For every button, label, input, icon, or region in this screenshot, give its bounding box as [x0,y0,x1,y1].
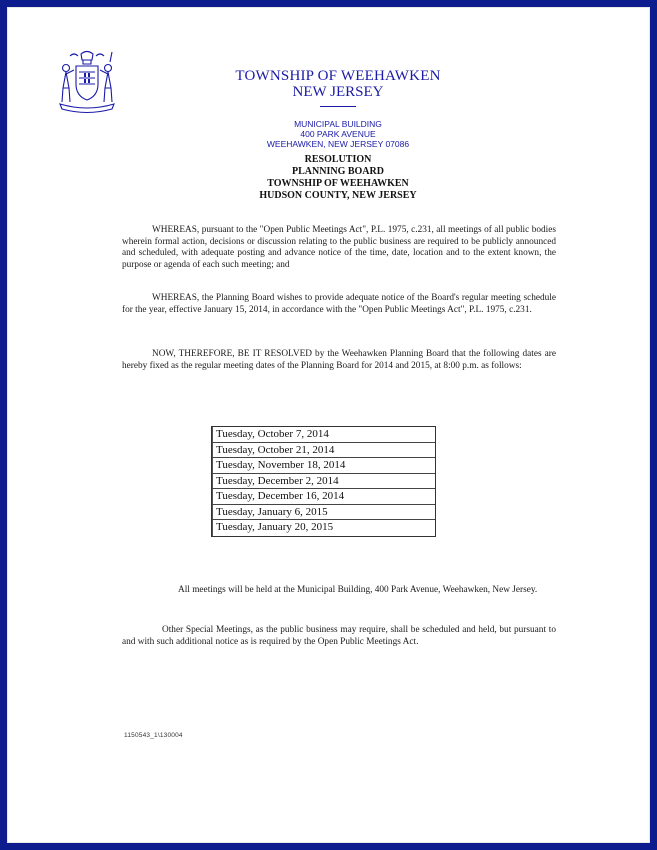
paragraph-resolved: NOW, THEREFORE, BE IT RESOLVED by the Weehawken Planning Board that the following dates are hereby fixed as the regular meeting dates of the Planning Board for 2014 and 2015, at 8:00 p.m. as follows: [122,349,556,371]
header-divider [320,106,356,107]
address-line-3: WEEHAWKEN, NEW JERSEY 07086 [266,139,410,149]
meeting-date-row: Tuesday, October 21, 2014 [212,443,435,459]
meeting-date-row: Tuesday, December 2, 2014 [212,474,435,490]
document-page [7,7,650,843]
address-line-1: MUNICIPAL BUILDING [294,119,382,129]
county-heading: HUDSON COUNTY, NEW JERSEY [259,190,417,201]
paragraph-location: All meetings will be held at the Municipal Building, 400 Park Avenue, Weehawken, New Jersey. [178,585,538,595]
paragraph-special-meetings: Other Special Meetings, as the public business may require, shall be scheduled and held, but pursuant to and with such additional notice as is required by the Open Public Meetings Act. [122,625,556,647]
state-subtitle: NEW JERSEY [292,84,384,100]
meeting-date-row: Tuesday, January 6, 2015 [212,505,435,521]
meeting-date-row: Tuesday, January 20, 2015 [212,520,435,536]
address-line-2: 400 PARK AVENUE [300,129,376,139]
meeting-date-row: Tuesday, October 7, 2014 [212,427,435,443]
document-id: 1150543_1\130004 [124,732,183,739]
meeting-dates-table [211,426,436,537]
township-title: TOWNSHIP OF WEEHAWKEN [235,68,441,84]
nj-state-seal-icon [54,48,120,114]
paragraph-whereas-1: WHEREAS, pursuant to the "Open Public Meetings Act", P.L. 1975, c.231, all meetings of all public bodies wherein formal action, decisions or discussion relating to the public business are required to be publicly announced and scheduled, with adequate posting and advance notice of the time, date, location and to the extent known, the purpose or agenda of each such meeting; and [122,225,556,270]
meeting-date-row: Tuesday, November 18, 2014 [212,458,435,474]
township-heading: TOWNSHIP OF WEEHAWKEN [267,178,409,189]
meeting-date-row: Tuesday, December 16, 2014 [212,489,435,505]
board-heading: PLANNING BOARD [292,166,384,177]
paragraph-whereas-2: WHEREAS, the Planning Board wishes to provide adequate notice of the Board's regular meeting schedule for the year, effective January 15, 2014, in accordance with the "Open Public Meetings Act", P.L. 1975, c.231. [122,293,556,315]
resolution-heading: RESOLUTION [304,154,372,165]
